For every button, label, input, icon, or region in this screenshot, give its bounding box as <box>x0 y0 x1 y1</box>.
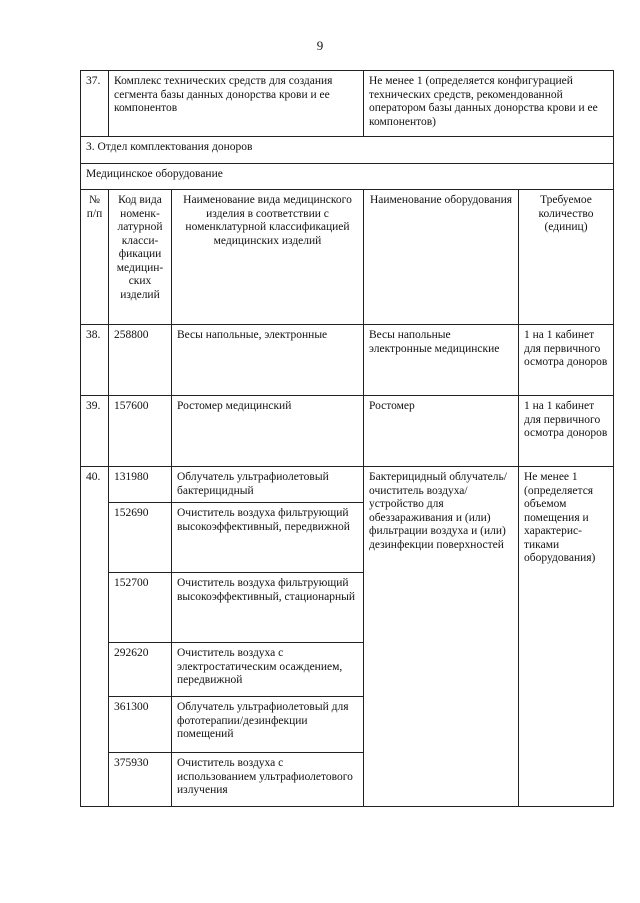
row-kind: Ростомер медицинский <box>172 396 364 467</box>
row-kind: Облучатель ультрафиолетовый бактерицидный <box>172 467 364 503</box>
subsection-row <box>81 164 614 190</box>
row-equipment: Весы напольные электронные медицинские <box>364 325 519 396</box>
page-number: 9 <box>316 38 324 53</box>
row-kind: Очиститель воздуха фильтрующий высокоэффективный, стационарный <box>172 573 364 643</box>
row-code: 131980 <box>109 467 172 503</box>
row-quantity: Не менее 1 (определяется конфигурацией технических средств, рекомендованной оператором базы данных донорства крови и ее компонентов) <box>364 71 614 137</box>
header-quantity: Требуемое количество (единиц) <box>519 190 614 325</box>
section-row <box>81 137 614 164</box>
table-row-40-item <box>81 467 614 503</box>
header-row <box>81 190 614 325</box>
row-code: 292620 <box>109 643 172 697</box>
subsection-title: Медицинское оборудование <box>81 164 614 190</box>
row-kind: Весы напольные, электронные <box>172 325 364 396</box>
equipment-table <box>80 70 614 807</box>
header-equipment: Наименование оборудования <box>364 190 519 325</box>
row-quantity: Не менее 1 (определяется объемом помещения и характерис-тиками оборудования) <box>519 467 614 807</box>
row-kind: Очиститель воздуха фильтрующий высокоэффективный, передвижной <box>172 503 364 573</box>
row-equipment: Бактерицидный облучатель/очиститель воздуха/устройство для обеззараживания и (или) фильтрации воздуха и (или) дезинфекции поверхностей <box>364 467 519 807</box>
row-quantity: 1 на 1 кабинет для первичного осмотра доноров <box>519 396 614 467</box>
table-row-39 <box>81 396 614 467</box>
table-row-37 <box>81 71 614 137</box>
header-kind: Наименование вида медицинского изделия в соответствии с номенклатурной классификацией медицинских изделий <box>172 190 364 325</box>
header-code: Код вида номенк-латурной класси-фикации медицин-ских изделий <box>109 190 172 325</box>
row-code: 157600 <box>109 396 172 467</box>
row-code: 152700 <box>109 573 172 643</box>
row-number: 39. <box>81 396 109 467</box>
row-name: Комплекс технических средств для создания сегмента базы данных донорства крови и ее компонентов <box>109 71 364 137</box>
row-equipment: Ростомер <box>364 396 519 467</box>
row-code: 361300 <box>109 697 172 753</box>
row-number: 38. <box>81 325 109 396</box>
row-code: 375930 <box>109 753 172 807</box>
row-kind: Очиститель воздуха с использованием ультрафиолетового излучения <box>172 753 364 807</box>
row-code: 152690 <box>109 503 172 573</box>
row-kind: Облучатель ультрафиолетовый для фототерапии/дезинфекции помещений <box>172 697 364 753</box>
table-row-38 <box>81 325 614 396</box>
row-number: 40. <box>81 467 109 807</box>
row-code: 258800 <box>109 325 172 396</box>
header-num: № п/п <box>81 190 109 325</box>
row-number: 37. <box>81 71 109 137</box>
row-quantity: 1 на 1 кабинет для первичного осмотра доноров <box>519 325 614 396</box>
row-kind: Очиститель воздуха с электростатическим осаждением, передвижной <box>172 643 364 697</box>
section-title: 3. Отдел комплектования доноров <box>81 137 614 164</box>
